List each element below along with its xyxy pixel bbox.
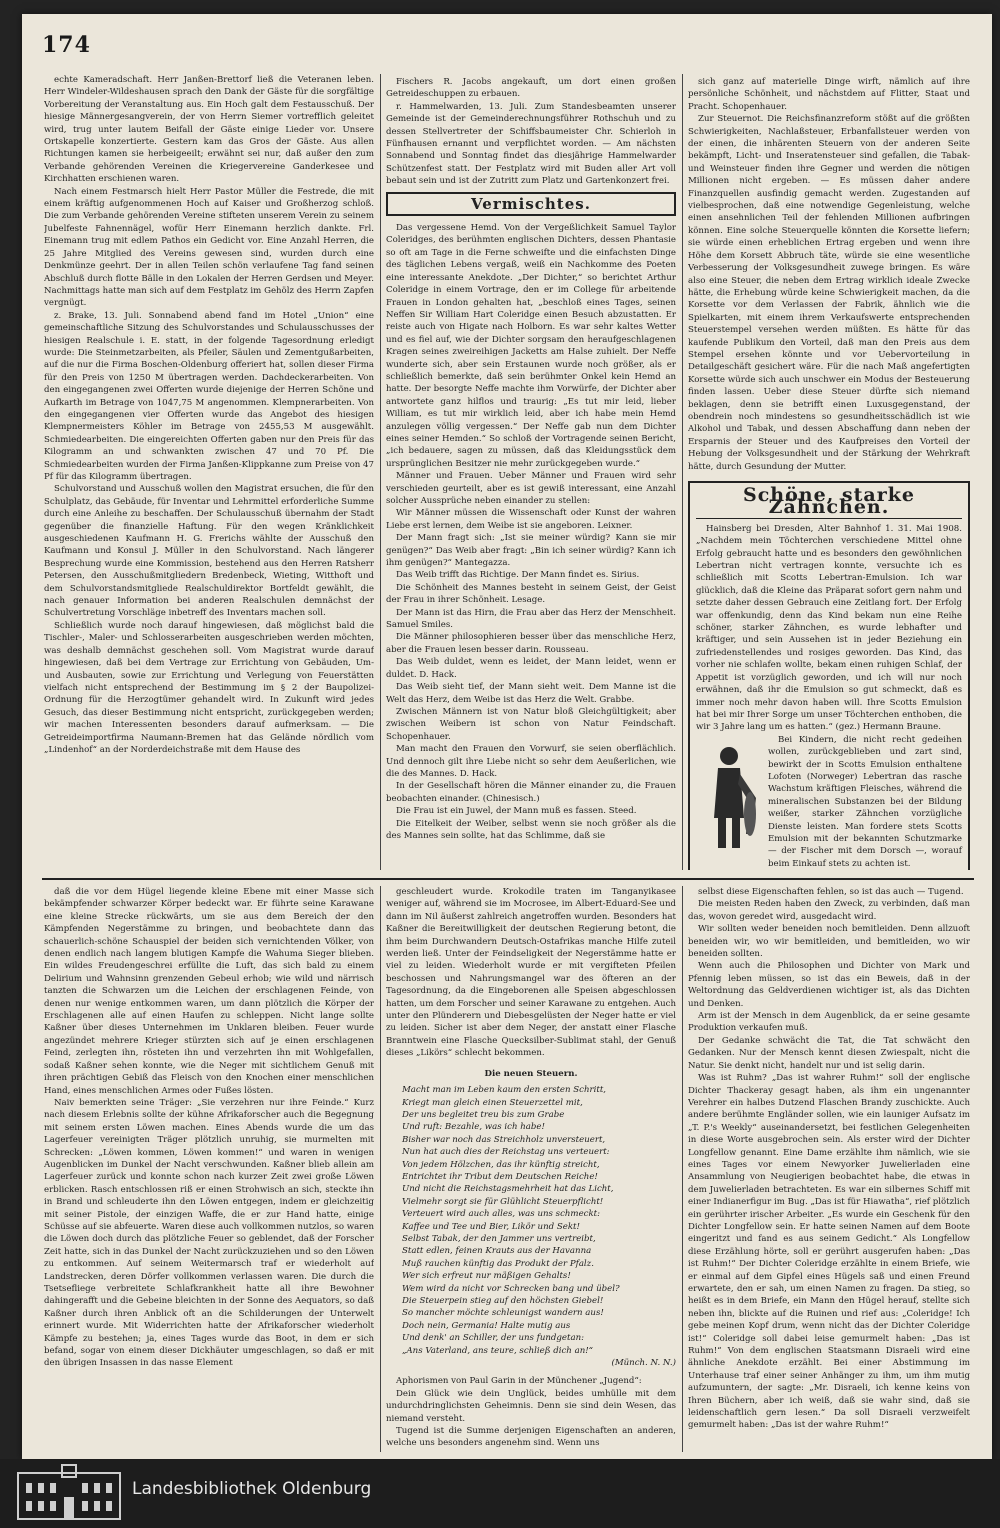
paragraph: Schließlich wurde noch darauf hingewiesen, daß möglichst bald die Tischler-, Maler- und Schlosserarbeiten ausgeschrieben werden möchten, was deshalb demnächst geschehen soll. Vom Magistrat wurde darauf hingewiesen, daß bei dem Vertrage zur Errichtung von Gebäuden, Um- und Ausbauten, sowie zur Errichtung und Verlegung von Feuerstätten vielfach nicht entsprechend der Bestimmung im § 2 der Baupolizei-Ordnung für die Herzogtümer gehandelt wird. In Zukunft wird jedes Gesuch, das dieser Bestimmung nicht entspricht, zurückgegeben werden; wir machen Interessenten besonders darauf aufmerksam. — Die Getreideimportfirma Naumann-Bremen hat das Gelände nördlich vom „Lindenhof“ an der Norderdeichstraße mit dem Hause des (44, 620, 374, 755)
quote: Zwischen Männern ist von Natur bloß Gleichgültigkeit; aber zwischen Weibern ist schon von Natur Feindschaft. Schopenhauer. (386, 706, 676, 742)
column-1-top (44, 74, 374, 870)
paragraph: Tugend ist die Summe derjenigen Eigenschaften an anderen, welche uns besonders angenehm sind. Wenn uns (386, 1426, 676, 1449)
paragraph: Die meisten Reden haben den Zweck, zu verbinden, daß man das, wovon geredet wird, ausgedacht wird. (688, 899, 970, 922)
ad-body: Bei Kindern, die nicht recht gedeihen wollen, zurückgeblieben und zart sind, bewirkt der in Scotts Emulsion enthaltene Lofoten (Norweger) Lebertran das rasche Wachstum kräftigen Fleisches, während die mineralischen Substanzen bei der Bildung weißer, starker Zähnchen vorzügliche Dienste leisten. Man fordere stets Scotts Emulsion mit der bekannten Schutzmarke — der Fischer mit dem Dorsch —, worauf beim Einkauf stets zu achten ist. (768, 734, 962, 869)
ad-testimonial: Hainsberg bei Dresden, Alter Bahnhof 1. 31. Mai 1908. „Nachdem mein Töchterchen verschiedene Mittel ohne Erfolg gebraucht hatte und es besonders den gewöhnlichen Lebertran nicht vertragen konnte, versuchte ich es schließlich mit Scotts Lebertran-Emulsion. Ich war glücklich, daß die Kleine das Präparat sofort gern nahm und setzte daher dessen Gebrauch eine Zeitlang fort. Der Erfolg war offenkundig, denn das Kind bekam nun eine Reihe schöner, starker Zähnchen, es wurde lebhafter und kräftiger, und sein Aussehen ist in jeder Beziehung ein zufriedenstellendes und rosiges geworden. Das Kind, das vorher nie schlafen wollte, bekam einen ruhigen Schlaf, der Appetit ist vorzüglich geworden, und ich will nur noch erwähnen, daß ihr die Emulsion so gut schmeckt, daß es immer noch mehr davon haben will. Ihre Scotts Emulsion hat bei mir Ihrer Sorge um unser Töchterchen enthoben, die wir 3 Jahre lang um es hatten.“ (gez.) Hermann Braune. (696, 523, 962, 733)
quote: Der Mann fragt sich: „Ist sie meiner würdig? Kann sie mir genügen?“ Das Weib aber fragt: „Bin ich seiner würdig? Kann ich ihm genügen?“ Mantegazza. (386, 533, 676, 569)
paragraph: Arm ist der Mensch in dem Augenblick, da er seine gesamte Produktion verkaufen muß. (688, 1011, 970, 1034)
column-divider (380, 886, 381, 1452)
paragraph: z. Brake, 13. Juli. Sonnabend abend fand im Hotel „Union“ eine gemeinschaftliche Sitzung des Schulvorstandes und Schulausschusses der hiesigen Realschule i. E. statt, in der folgende Tagesordnung erledigt wurde: Die Steinmetzarbeiten, als Pfeiler, Säulen und Zementgußarbeiten, auf die nur die Firma Boschen-Oldenburg offeriert hat, sollen dieser Firma für den Preis von 1250 M übertragen werden. Dachdeckerarbeiten. Von den eingegangenen zwei Offerten wurde diejenige der Herren Schöne und Aufkarth im Betrage von 1047,75 M angenommen. Klempnerarbeiten. Von den eingegangenen vier Offerten wurde das Angebot des hiesigen Klempnermeisters Köhler im Betrage von 2455,53 M ausgewählt. Schmiedearbeiten. Die eingereichten Offerten gaben nur den Preis für das Kilogramm an und schwankten zwischen 47 und 70 Pf. Die Schmiedearbeiten wurden der Firma Janßen-Klippkanne zum Preise von 47 Pf für das Kilogramm übertragen. (44, 310, 374, 482)
poem-line: Doch nein, Germania! Halte mutig aus (402, 1320, 571, 1331)
ad-headline: Schöne, starke Zähnchen. (696, 489, 962, 519)
quote: Die Männer philosophieren besser über das menschliche Herz, aber die Frauen lesen besser darin. Rousseau. (386, 632, 676, 655)
poem-line: Statt edlen, feinen Krauts aus der Havanna (402, 1246, 592, 1257)
library-building-logo (14, 1463, 124, 1523)
paragraph: Was ist Ruhm? „Das ist wahrer Ruhm!“ soll der englische Dichter Thackeray gesagt haben, als ihm ein ungenannter Verehrer ein halbes Dutzend Flaschen Brandy zuschickte. Auch andere berühmte Engländer sollen, wie ein launiger Aufsatz im „T. P.'s Weekly“ auseinandersetzt, bei festlichen Gelegenheiten in diese Worte ausgebrochen sein. Als erster wird der Dichter Longfellow genannt. Eine Dame erzählte ihm nämlich, wie sie eines Tages vor einem Newyorker Juwelierladen eine Ansammlung von Neugierigen beobachtet habe, die etwas in dem Juwelierladen betrachteten. Es war ein silbernes Schiff mit einer Indianerfigur im Bug. „Das ist für Hiawatha“, rief plötzlich ein gerührter irischer Arbeiter. „Es wurde ein Geschenk für den Dichter Longfellow sein. Er hatte seinen Namen auf dem Boote eingeritzt und fand es aus seinem Gedicht.“ Als Longfellow diese Erzählung hörte, soll er gerührt ausgerufen haben: „Das ist Ruhm!“ Der Dichter Coleridge erzählte in einem Briefe, wie er einmal auf dem Gipfel eines Hügels saß und einen Freund erwartete, den er sah, um einen Namen zu fragen. Da stieg, so heißt es in dem Briefe, ein Mann den Hügel herauf, stellte sich neben ihn, blickte auf die Ruinen und rief aus: „Coleridge! Ich gebe meinen Kopf drum, wenn nicht das der Dichter Coleridge ist!“ Coleridge soll dabei leise gemurmelt haben: „Das ist Ruhm!“ Von dem englischen Staatsmann Disraeli wird eine ähnliche Anekdote erzählt. Bei einer Abstimmung im Unterhause traf einer seiner Anhänger zu ihm, um ihm mutig aufzumuntern, der sagte: „Mr. Disraeli, ich kenne keins von Ihren Büchern, aber ich weiß, daß sie wahr sind, daß sie leidenschaftlich gern lesen.“ Da soll Disraeli verzweifelt gemurmelt haben: „Das ist der wahre Ruhm!“ (688, 1073, 970, 1431)
poem-line: Von jedem Hölzchen, das ihr künftig streicht, (402, 1159, 600, 1170)
poem-line: „Ans Vaterland, ans teure, schließ dich an!“ (402, 1345, 594, 1356)
poem-title: Die neuen Steuern. (484, 1068, 578, 1079)
section-heading-vermischtes: Vermischtes. (386, 192, 676, 216)
poem-line: Und ruft: Bezahle, was ich habe! (402, 1122, 545, 1133)
library-name: Landesbibliothek Oldenburg (132, 1479, 372, 1499)
column-3-top (688, 76, 970, 870)
column-divider (682, 74, 683, 870)
paragraph: Zur Steuernot. Die Reichsfinanzreform stößt auf die größten Schwierigkeiten, Nachlaßsteuer, Erbanfallsteuer werden von der einen, die inhärenten Steuern von der anderen Seite bekämpft, Licht- und Inseratensteuer sind gefallen, die Tabak- und Weinsteuer finden ihre Gegner und werden die nötigen Millionen nicht ergeben. — Es müssen daher andere Finanzquellen ausfindig gemacht werden. Zugestanden auf vielbesprochen, daß eine notwendige Gegenleistung, welche einen ansehnlichen Teil der fehlenden Millionen aufbringen können. Eine solche Steuerquelle könnten die Korsette liefern; sie würde einen erheblichen Ertrag ergeben und wenn ihre Höhe dem Korsett Abbruch täte, würde sie eine wesentliche Verbesserung der Volksgesundheit zuwege bringen. Es wäre also eine Steuer, die neben dem Ertrag wirklich ideale Zwecke hätte, die Erhebung würde keine Schwierigkeit machen, da die Korsette vor dem Verlassen der Fabrik, ähnlich wie die Spielkarten, mit einem ihrem Verkaufswerte entsprechenden Steuerstempel versehen werden müßten. Es hätte für das kaufende Publikum den Vorteil, daß man den Preis aus dem Stempel ersehen könnte und vor Uebervorteilung in Detailgeschäft gesichert wäre. Für die nach Maß angefertigten Korsette würde sich auch unschwer ein Modus der Besteuerung finden lassen. Ueber diese Steuer dürfte sich niemand beklagen, denn sie betrifft einen Luxusgegenstand, der obendrein noch mindestens so gesundheitsschädlich ist wie Alkohol und Tabak, und dessen Abschaffung dann neben der Ersparnis der Steuer und des Kaufpreises den Vorteil der Hebung der Volksgesundheit und der Stärkung der Wehrkraft hätte, durch Gesundung der Mutter. (688, 114, 970, 472)
page-number: 174 (42, 32, 91, 58)
section-divider (42, 878, 974, 880)
quote: In der Gesellschaft hören die Männer einander zu, die Frauen beobachten einander. (Chinesisch.) (386, 781, 676, 804)
paragraph: Naiv bemerkten seine Träger: „Sie verzehren nur ihre Feinde.“ Kurz nach diesem Erlebnis sollte der kühne Afrikaforscher auch die Begegnung mit seinem ersten Löwen machen. Eines Abends wurde die um das Lagerfeuer vereinigten Träger plötzlich unruhig, sie murmelten mit Schrecken: „Löwen kommen, Löwen kommen!“ und waren in wenigen Augenblicken im Dunkel der Nacht verschwunden. Kaßner blieb allein am Lagerfeuer zurück und konnte schon nach kurzer Zeit zwei große Löwen erblicken. Rasch entschlossen riß er einen Strohwisch an sich, steckte ihn in Brand und schleuderte ihn den Löwen entgegen, indem er gleichzeitig mit seiner Pistole, der einzigen Waffe, die er zur Hand hatte, einige Schüsse auf sie abfeuerte. Waren diese auch vollkommen nutzlos, so waren die Löwen doch durch das plötzliche Feuer so geblendet, daß der Forscher Zeit hatte, sich in das Dunkel der Nacht zurückzuziehen und so den Löwen zu entkommen. Auf seinem Weitermarsch traf er wiederholt auf Landstrecken, deren Dörfer vollkommen verlassen waren. Die durch die Tsetsefliege verbreitete Schlafkrankheit hatte all ihre Bewohner dahingerafft und die Gebeine bleichten in der Sonne des Aequators, so daß Kaßner durch ihren Anblick oft an die Schilderungen der Unterwelt erinnert wurde. Mit Widerrichten hatte der Afrikaforscher wiederholt Kämpfe zu bestehen; ja, eines Tages wurde das Boot, in dem er sich befand, sogar von einem dieser Dickhäuter umgeschlagen, so daß er mit den übrigen Insassen in das nasse Element (44, 1097, 374, 1369)
newspaper-page (22, 14, 992, 1459)
quote: Das Weib duldet, wenn es leidet, der Mann leidet, wenn er duldet. D. Hack. (386, 657, 676, 680)
paragraph: Wenn auch die Philosophen und Dichter von Mark und Pfennig leben müssen, so ist das ein Beweis, daß in der Weltordnung das Geldverdienen wichtiger ist, als das Dichten und Denken. (688, 961, 970, 1009)
poem-line: Und nicht die Reichstagsmehrheit hat das Licht, (402, 1184, 614, 1195)
column-1-bottom (44, 886, 374, 1452)
paragraph: Der Gedanke schwächt die Tat, die Tat schwächt den Gedanken. Nur der Mensch kennt diesen Zwiespalt, nicht die Natur. Sie denkt nicht, handelt nur und ist selig darin. (688, 1035, 970, 1071)
poem-line: Bisher war noch das Streichholz unversteuert, (402, 1134, 606, 1145)
quote: Das Weib sieht tief, der Mann sieht weit. Dem Manne ist die Welt das Herz, dem Weibe ist das Herz die Welt. Grabbe. (386, 682, 676, 705)
poem-line: Wem wird da nicht vor Schrecken bang und übel? (402, 1283, 620, 1294)
paragraph: Männer und Frauen. Ueber Männer und Frauen wird sehr verschieden geurteilt, aber es ist gewiß interessant, eine Anzahl solcher Aussprüche neben einander zu stellen: (386, 471, 676, 506)
quote: Der Mann ist das Hirn, die Frau aber das Herz der Menschheit. Samuel Smiles. (386, 607, 676, 631)
poem-line: Nun hat auch dies der Reichstag uns verteuert: (402, 1147, 610, 1158)
poem-source: (Münch. N. N.) (611, 1358, 676, 1369)
advertisement-scotts-emulsion (688, 481, 970, 870)
column-3-bottom (688, 886, 970, 1452)
fisherman-with-cod-icon (696, 738, 762, 858)
paragraph: Fischers R. Jacobs angekauft, um dort einen großen Getreideschuppen zu erbauen. (386, 77, 676, 100)
quote: Die Frau ist ein Juwel, der Mann muß es fassen. Steed. (396, 806, 637, 817)
poem-line: Entrichtet ihr Tribut dem Deutschen Reiche! (402, 1171, 598, 1182)
paragraph: selbst diese Eigenschaften fehlen, so ist das auch — Tugend. (698, 887, 964, 897)
poem-line: Kaffee und Tee und Bier, Likör und Sekt! (402, 1221, 580, 1232)
poem-line: Muß rauchen künftig das Produkt der Pfalz. (402, 1258, 594, 1269)
paragraph: Wir sollten weder beneiden noch bemitleiden. Denn allzuoft beneiden wir, wo wir bemitleiden, und bemitleiden, wo wir beneiden sollten. (688, 924, 970, 960)
column-divider (682, 886, 683, 1452)
quote: Die Schönheit des Mannes besteht in seinem Geist, der Geist der Frau in ihrer Schönheit. Lesage. (386, 582, 676, 606)
column-2-top (386, 76, 676, 870)
paragraph: sich ganz auf materielle Dinge wirft, nämlich auf ihre persönliche Schönheit, und nächstdem auf Flitter, Staat und Pracht. Schopenhauer. (688, 77, 970, 112)
poem-line: Selbst Tabak, der den Jammer uns vertreibt, (402, 1233, 596, 1244)
poem-line: Verteuert wird auch alles, was uns schmeckt: (402, 1209, 601, 1220)
quote: Das Weib trifft das Richtige. Der Mann findet es. Sirius. (396, 570, 640, 581)
poem-line: Und denk' an Schiller, der uns fundgetan: (402, 1333, 584, 1344)
paragraph: Dein Glück wie dein Unglück, beides umhülle mit dem undurchdringlichsten Geheimnis. Denn sie sind dein Wesen, das niemand versteht. (386, 1388, 676, 1424)
quote: Die Eitelkeit der Weiber, selbst wenn sie noch größer als die des Mannes sein sollte, hat das Schlimme, daß sie (386, 818, 676, 841)
paragraph: geschleudert wurde. Krokodile traten im Tanganyikasee weniger auf, während sie im Mocrosee, im Albert-Eduard-See und dann im Nil äußerst zahlreich angetroffen wurden. Besonders hat Kaßner die Bereitwilligkeit der deutschen Regierung betont, die ihm beim Durchwandern Deutsch-Ostafrikas manche Hilfe zuteil werden ließ. Unter der Feindseligkeit der Negerstämme hatte er viel zu leiden. Wiederholt wurde er mit vergifteten Pfeilen beschossen und Nahrungsmangel war des öfteren an der Tagesordnung, da die Eingeborenen alle Speisen abgeschlossen hatten, um dem Forscher und seiner Karawane zu entgehen. Auch unter den Plünderern und Diebesgelüsten der Neger hatte er viel zu leiden. Sicher ist aber dem Neger, der anstatt einer Flasche Branntwein eine Flasche Quecksilber-Sublimat stahl, der Genuß dieses „Likörs“ schlecht bekommen. (386, 887, 676, 1059)
poem-line: Kriegt man gleich einen Steuerzettel mit, (402, 1097, 583, 1108)
poem (386, 1084, 676, 1369)
poem-line: So mancher möchte schleunigst wandern aus! (402, 1308, 604, 1319)
paragraph: daß die vor dem Hügel liegende kleine Ebene mit einer Masse sich bekämpfender schwarzer Körper bedeckt war. Er führte seine Karawane eine kleine Strecke rückwärts, um sie aus dem Bereich der den Kämpfenden Negerstämme zu bringen, und beobachtete dann das schauerlich-schöne Schauspiel der beiden sich vernichtenden Völker, von denen endlich nach langem blutigen Kampfe die Wahuma Sieger blieben. Ein wildes Freudengeschrei erfüllte die Luft, das sich bald zu einem Delirium und Wahnsinn grenzenden Gebeul erhob; wie wild und närrisch tanzten die Schwarzen um die Leichen der erschlagenen Feinde, von denen nur wenige entkommen waren, um dann plötzlich die Körper der Erschlagenen alle auf einen Haufen zu schleppen. Nicht lange sollte Kaßner über dieses Unternehmen im Unklaren bleiben. Feuer wurde angezündet mehrere Krieger stürzten sich auf je einen erschlagenen Feind, zerlegten ihn, rösteten ihn und verzehrten ihn mit Wohlgefallen, sodaß Kaßner sehen konnte, wie die Neger mit sichtlichem Genuß mit ihren prächtigen Gebiß das Fleisch von den Knochen einer menschlichen Hand, eines menschlichen Armes oder Fußes lösten. (44, 887, 374, 1096)
paragraph: Aphorismen von Paul Garin in der Münchener „Jugend“: (396, 1376, 642, 1387)
paragraph: Nach einem Festmarsch hielt Herr Pastor Müller die Festrede, die mit einem kräftig aufgenommenen Hoch auf Kaiser und Großherzog schloß. Die zum Verbande gehörenden Vereine stifteten unserem Verein zu seinem Jubelfeste Fahnennägel, wofür Herr Einemann herzlich dankte. Frl. Einemann trug mit edlem Pathos ein Gedicht vor. Eine Anzahl Herren, die 25 Jahre Mitglied des Vereins gewesen sind, wurden durch eine Denkmünze geehrt. Der in allen Teilen schön verlaufene Tag fand seinen Abschluß durch flotte Bälle in den Lokalen der Herren Gerdsen und Meyer. Nachmittags hatte man sich auf dem Festplatz im Gehölz des Herrn Zapfen vergnügt. (44, 186, 374, 309)
poem-line: Vielmehr sorgt sie für Glühlicht Steuerpflicht! (402, 1196, 604, 1207)
poem-line: Macht man im Leben kaum den ersten Schritt, (402, 1085, 607, 1096)
paragraph: echte Kameradschaft. Herr Janßen-Brettorf ließ die Veteranen leben. Herr Windeler-Wildeshausen sprach den Dank der Gäste für die sorgfältige Vorbereitung der Veranstaltung aus. Ein Hoch galt dem Festausschuß. Der hiesige Männergesangverein, der von Herrn Siemer vortrefflich geleitet wird, trug unter lautem Beifall der Gäste einige Lieder vor. Unsere Ortskapelle konzertierte. Gestern kam das Gros der Gäste. Aus allen Richtungen kamen sie herbeigeeilt; erwähnt sei nur, daß außer den zum Verbande gehörenden Vereinen die Kriegervereine Ganderkesee und Kirchhatten erschienen waren. (44, 75, 374, 185)
footer-bar (0, 1459, 1000, 1528)
poem-line: Der uns begleitet treu bis zum Grabe (402, 1109, 565, 1120)
poem-line: Die Steuerpein stieg auf den höchsten Giebel! (402, 1296, 604, 1306)
poem-line: Wer sich erfreut nur mäßigen Gehalts! (402, 1271, 571, 1282)
paragraph: Schulvorstand und Ausschuß wollen den Magistrat ersuchen, die für den Schulplatz, das Gebäude, für Inventar und Lehrmittel erforderliche Summe durch eine Anleihe zu beschaffen. Der Schulausschuß übernahm der Stadt gegenüber die finanzielle Haftung. Für den wegen Kränklichkeit ausgeschiedenen Kaufmann H. G. Frerichs wählte der Ausschuß den Kaufmann und Konsul J. Müller in den Schulvorstand. Nach längerer Besprechung wurde eine Kommission, bestehend aus den Herren Ratsherr Petersen, den Ausschußmitgliedern Bredenbeck, Wieting, Witthoft und dem Schulvorstandsmitgliede Realschuldirektor Bortfeldt gewählt, die nach genauer Information bei anderen Realschulen demnächst der Schulvertretung Vorschläge inbetreff des Inventars machen soll. (44, 484, 374, 619)
paragraph: r. Hammelwarden, 13. Juli. Zum Standesbeamten unserer Gemeinde ist der Gemeinderechnungsführer Rothschuh und zu dessen Stellvertreter der Schiffsbaumeister Chr. Schierloh in Fünfhausen ernannt und verpflichtet worden. — Am nächsten Sonnabend und Sonntag findet das diesjährige Hammelwarder Schützenfest statt. Der Festplatz wird mit Buden aller Art voll bebaut sein und ist der Zutritt zum Platz und Gartenkonzert frei. (386, 101, 676, 187)
column-2-bottom (386, 886, 676, 1452)
column-divider (380, 74, 381, 870)
quote: Wir Männer müssen die Wissenschaft oder Kunst der wahren Liebe erst lernen, dem Weibe ist sie angeboren. Leixner. (386, 508, 676, 531)
quote: Man macht den Frauen den Vorwurf, sie seien oberflächlich. Und dennoch gilt ihre Liebe nicht so sehr dem Aeußerlichen, wie die des Mannes. D. Hack. (386, 744, 676, 779)
paragraph: Das vergessene Hemd. Von der Vergeßlichkeit Samuel Taylor Coleridges, des berühmten englischen Dichters, dessen Phantasie so oft am Tage in die Ferne schweifte und die einfachsten Dinge des täglichen Lebens vergaß, weiß ein Nachkomme des Poeten eine interessante Anekdote. „Der Dichter,“ so berichtet Arthur Coleridge in einem Vortrage, den er im College für arbeitende Frauen in London gehalten hat, „beschloß eines Tages, seinen Neffen Sir William Hart Coleridge einen Besuch abzustatten. Er reiste auch von Higate nach Holborn. Es war sehr kaltes Wetter und es fiel auf, wie der Dichter sorgsam den heraufgeschlagenen Kragen seines zweireihigen Jacketts am Halse zuhielt. Der Neffe wunderte sich, aber sein Erstaunen wurde noch größer, als er schließlich bemerkte, daß sein berühmter Onkel kein Hemd an hatte. Der besorgte Neffe machte ihm Vorwürfe, der Dichter aber antwortete ganz hilflos und traurig: „Es tut mir leid, lieber William, es tut mir wirklich leid, aber ich habe mein Hemd anzulegen völlig vergessen.“ Der Neffe gab nun dem Dichter eines seiner Hemden.“ So schloß der Vortragende seinen Bericht, „ich bedauere, sagen zu müssen, daß das Kleidungsstück dem ursprünglichen Besitzer nie mehr zurückgegeben wurde.“ (386, 223, 676, 469)
